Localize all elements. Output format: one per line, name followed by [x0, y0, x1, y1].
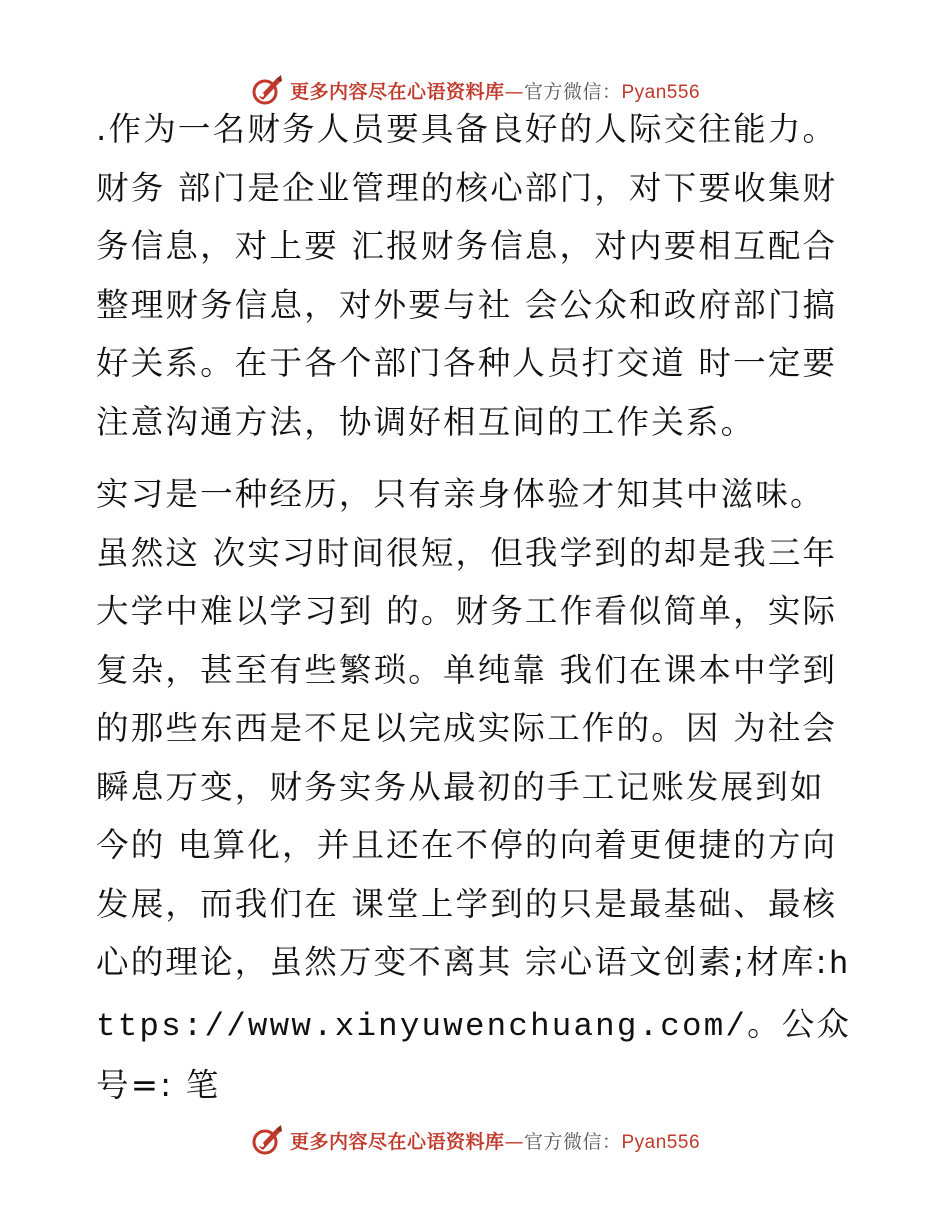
paragraph-interpersonal: .作为一名财务人员要具备良好的人际交往能力。财务 部门是企业管理的核心部门，对下要收集财务信息，对上要 汇报财务信息，对内要相互配合整理财务信息，对外要与社 会公众和政府部门搞好关系。在于各个部门各种人员打交道 时一定要注意沟通方法，协调好相互间的工作关系。	[96, 110, 838, 441]
paragraph-internship	[96, 465, 856, 1115]
banner-dash: —	[504, 80, 524, 103]
pen-quill-logo-icon	[250, 1123, 284, 1157]
source-url: https://www.xinyuwenchuang.com/	[96, 946, 851, 1045]
banner-wechat-id: Pyan556	[621, 81, 701, 103]
banner-label: 官方微信：	[523, 1130, 622, 1153]
banner-label: 官方微信：	[523, 80, 622, 103]
footer-banner	[0, 1120, 950, 1160]
document-body	[96, 100, 856, 1115]
paragraph-trailing-text: 。公众号=: 笔	[96, 1004, 852, 1104]
banner-dash: —	[504, 1130, 524, 1153]
banner-main-text: 更多内容尽在心语资料库	[289, 1130, 505, 1153]
paragraph-internship-text: 实习是一种经历，只有亲身体验才知其中滋味。虽然这 次实习时间很短，但我学到的却是我三年大学中难以学习到 的。财务工作看似简单，实际复杂，甚至有些繁琐。单纯靠 我们在课本中学到的那些东西是不足以完成实际工作的。因 为社会瞬息万变，财务实务从最初的手工记账发展到如今的 电算化，并且还在不停的向着更便捷的方向发展，而我们在 课堂上学到的只是最基础、最核心的理论，虽然万变不离其 宗心语文创素;材库:	[96, 475, 838, 981]
banner-main-text: 更多内容尽在心语资料库	[289, 80, 505, 103]
banner-wechat-id: Pyan556	[621, 1131, 701, 1153]
